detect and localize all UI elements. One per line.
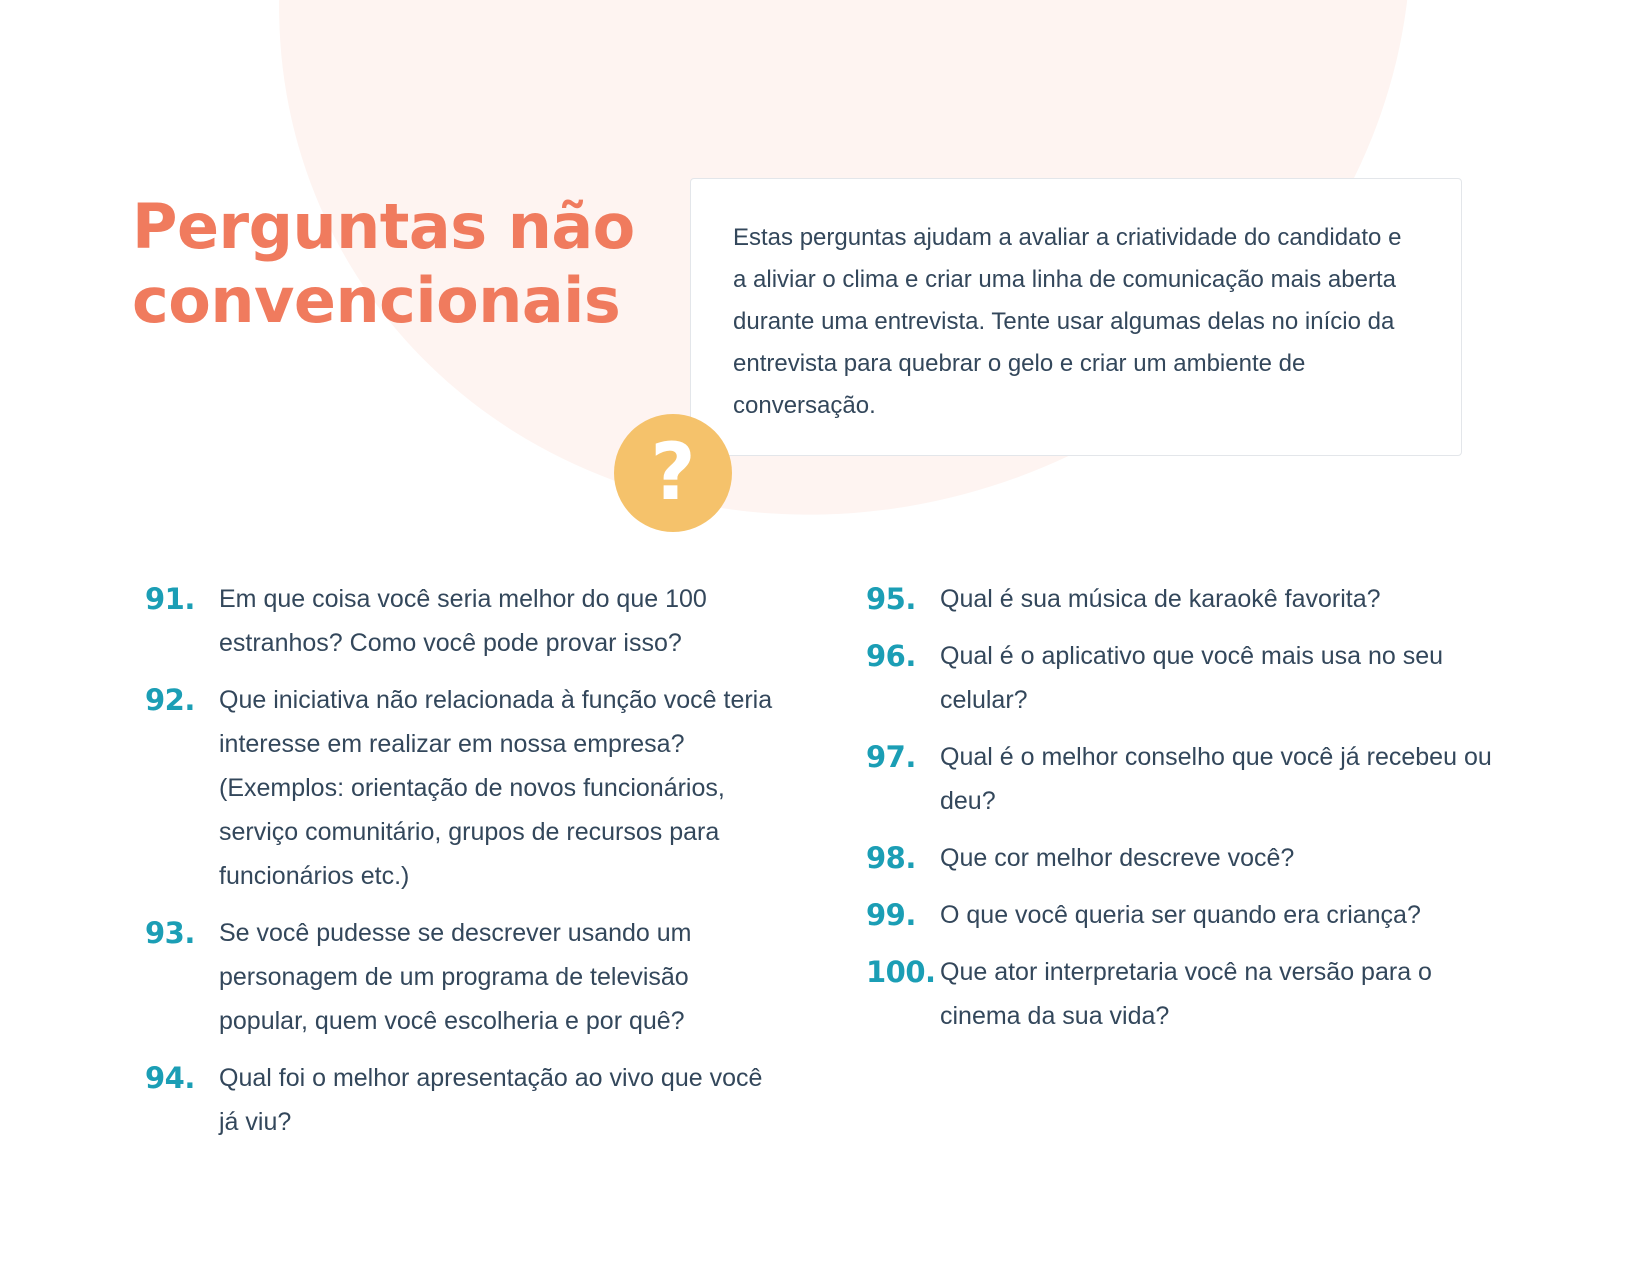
question-number: 100. xyxy=(866,955,936,989)
list-item xyxy=(866,950,1546,1038)
questions-left-column xyxy=(145,577,825,1157)
list-item xyxy=(866,577,1546,621)
question-number: 96. xyxy=(866,639,916,673)
question-text: Qual é o melhor conselho que você já recebeu ou deu? xyxy=(940,743,1492,815)
question-text: Que ator interpretaria você na versão para o cinema da sua vida? xyxy=(940,958,1432,1030)
intro-box xyxy=(690,178,1462,456)
question-text: Qual é o aplicativo que você mais usa no seu celular? xyxy=(940,642,1444,714)
question-number: 91. xyxy=(145,582,195,616)
list-item xyxy=(866,893,1546,937)
question-text: Que cor melhor descreve você? xyxy=(940,844,1295,872)
list-item xyxy=(866,836,1546,880)
list-item xyxy=(866,735,1546,823)
question-number: 97. xyxy=(866,740,916,774)
list-item xyxy=(145,577,825,665)
question-number: 98. xyxy=(866,841,916,875)
question-number: 92. xyxy=(145,683,195,717)
list-item xyxy=(145,911,825,1043)
question-text: Qual é sua música de karaokê favorita? xyxy=(940,585,1381,613)
question-number: 94. xyxy=(145,1061,195,1095)
question-text: Qual foi o melhor apresentação ao vivo que você já viu? xyxy=(219,1064,763,1136)
page-title: Perguntas não convencionais xyxy=(132,190,635,337)
list-item xyxy=(145,1056,825,1144)
question-number: 99. xyxy=(866,898,916,932)
question-mark-icon: ? xyxy=(614,414,732,532)
question-number: 93. xyxy=(145,916,195,950)
question-number: 95. xyxy=(866,582,916,616)
list-item xyxy=(866,634,1546,722)
questions-right-column xyxy=(866,577,1546,1051)
list-item xyxy=(145,678,825,898)
intro-text: Estas perguntas ajudam a avaliar a criatividade do candidato e a aliviar o clima e criar uma linha de comunicação mais aberta durante uma entrevista. Tente usar algumas delas no início da entrevista para quebrar o gelo e criar um ambiente de conversação. xyxy=(733,224,1402,419)
question-text: Se você pudesse se descrever usando um personagem de um programa de televisão popular, quem você escolheria e por quê? xyxy=(219,919,692,1035)
question-text: Em que coisa você seria melhor do que 100 estranhos? Como você pode provar isso? xyxy=(219,585,707,657)
question-text: O que você queria ser quando era criança? xyxy=(940,901,1421,929)
question-text: Que iniciativa não relacionada à função você teria interesse em realizar em nossa empresa? (Exemplos: orientação de novos funcionários, serviço comunitário, grupos de recursos para funcionários etc.) xyxy=(219,686,773,890)
